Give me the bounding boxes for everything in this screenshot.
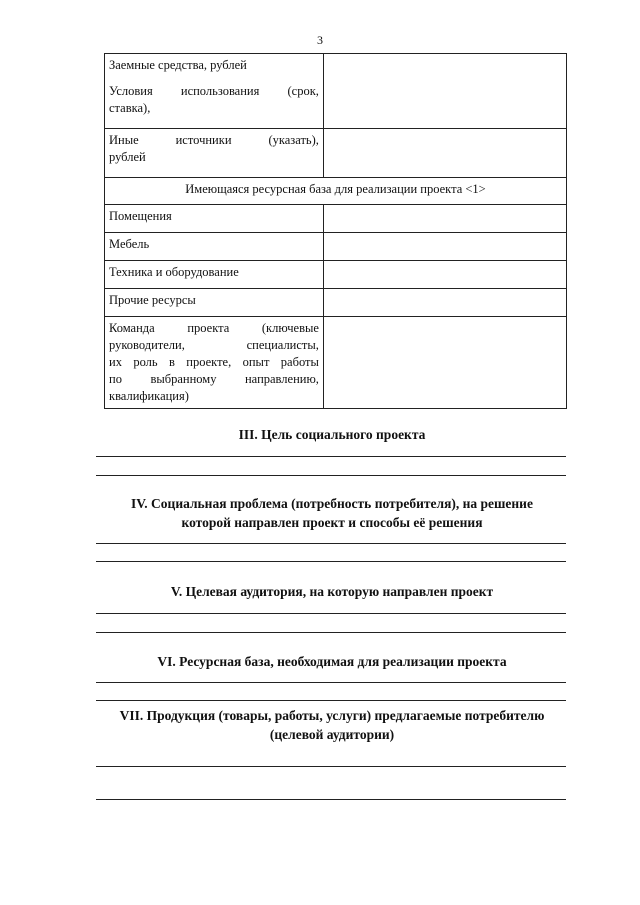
label-cell: [105, 317, 324, 409]
value-cell[interactable]: [323, 233, 566, 261]
label-line: по выбранному направлению,: [109, 372, 319, 386]
answer-line[interactable]: [96, 543, 566, 544]
answer-line[interactable]: [96, 766, 566, 767]
section-title-line: которой направлен проект и способы её решения: [181, 515, 483, 530]
label-line: ставка),: [109, 101, 151, 115]
answer-line[interactable]: [96, 456, 566, 457]
label-line: Иные источники (указать),: [109, 133, 319, 147]
section-title-iii: [92, 425, 572, 444]
answer-line[interactable]: [96, 561, 566, 562]
section-title-v: [92, 582, 572, 601]
label-line: руководители, специалисты,: [109, 338, 319, 352]
label-cell: Прочие ресурсы: [105, 289, 324, 317]
answer-line[interactable]: [96, 632, 566, 633]
answer-line[interactable]: [96, 799, 566, 800]
resources-table: [104, 53, 567, 409]
value-cell[interactable]: [323, 205, 566, 233]
section-title-vi: [92, 652, 572, 671]
label-cell: [105, 129, 324, 178]
label-line: Условия использования (срок,: [109, 84, 319, 98]
section-title-iv: [92, 494, 572, 532]
label-cell: Помещения: [105, 205, 324, 233]
section-title-line: VII. Продукция (товары, работы, услуги) предлагаемые потребителю: [119, 708, 545, 723]
label-cell: Техника и оборудование: [105, 261, 324, 289]
table-row: [105, 54, 567, 129]
section-title-line: III. Цель социального проекта: [238, 427, 426, 442]
value-cell[interactable]: [323, 54, 566, 129]
label-line: Команда проекта (ключевые: [109, 321, 319, 335]
page-number: 3: [317, 33, 323, 47]
section-title-line: V. Целевая аудитория, на которую направлен проект: [170, 584, 494, 599]
table-row: [105, 233, 567, 261]
table-row: [105, 289, 567, 317]
label-cell: Мебель: [105, 233, 324, 261]
answer-line[interactable]: [96, 700, 566, 701]
section-header-cell: Имеющаяся ресурсная база для реализации проекта <1>: [105, 178, 567, 205]
answer-line[interactable]: [96, 613, 566, 614]
table-row: [105, 261, 567, 289]
value-cell[interactable]: [323, 129, 566, 178]
table-row: [105, 317, 567, 409]
section-title-line: (целевой аудитории): [269, 727, 395, 742]
label-line: Заемные средства, рублей: [109, 58, 247, 72]
table-row: [105, 178, 567, 205]
table-row: [105, 129, 567, 178]
answer-line[interactable]: [96, 682, 566, 683]
section-title-line: VI. Ресурсная база, необходимая для реализации проекта: [157, 654, 507, 669]
answer-line[interactable]: [96, 475, 566, 476]
value-cell[interactable]: [323, 289, 566, 317]
section-title-line: IV. Социальная проблема (потребность потребителя), на решение: [131, 496, 533, 511]
value-cell[interactable]: [323, 261, 566, 289]
table-row: [105, 205, 567, 233]
label-line: их роль в проекте, опыт работы: [109, 355, 319, 369]
label-line: квалификация): [109, 389, 189, 403]
section-title-vii: [86, 706, 578, 744]
label-line: рублей: [109, 150, 146, 164]
label-cell: [105, 54, 324, 129]
value-cell[interactable]: [323, 317, 566, 409]
